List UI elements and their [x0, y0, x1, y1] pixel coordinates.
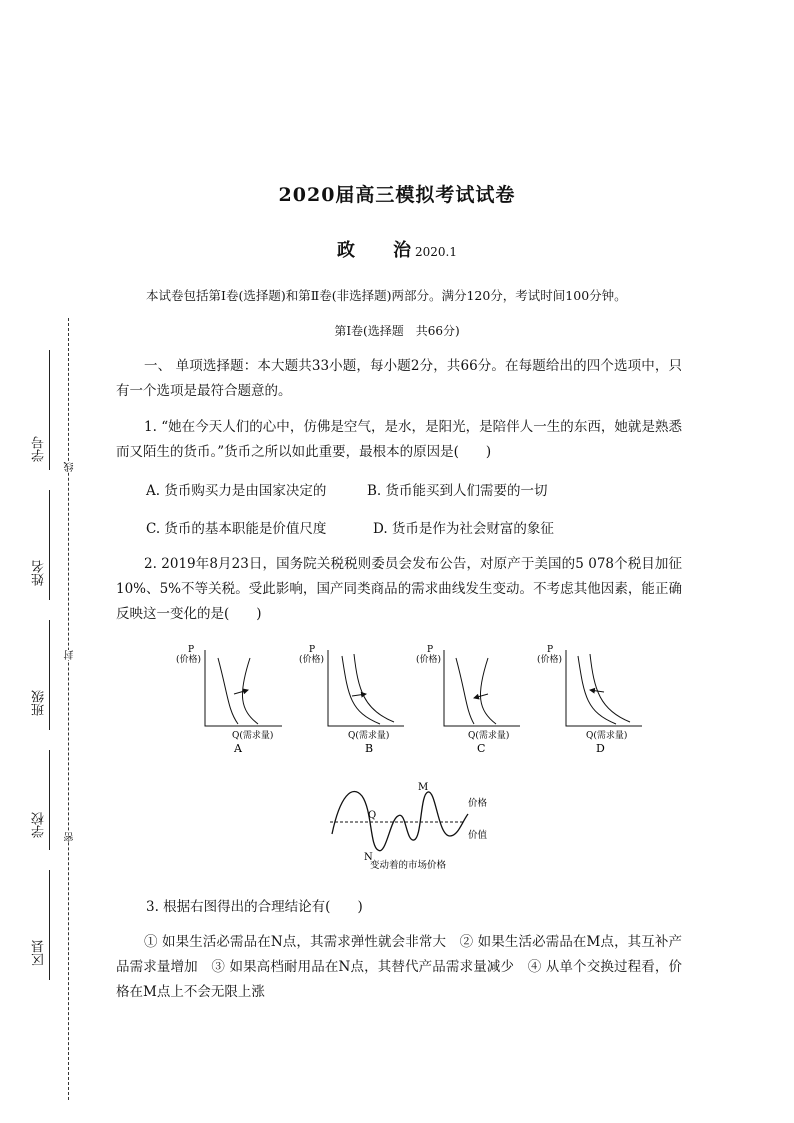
q3-options: ① 如果生活必需品在N点，其需求弹性就会非常大 ② 如果生活必需品在M点，其互补产品需求量增加 ③ 如果高档耐用品在N点，其替代产品需求量减少 ④ 从单个交换过程看，价格在M点上不会无限上涨 — [116, 934, 682, 1000]
graph-c-x-label: Q(需求量) — [468, 731, 510, 741]
name-underline — [49, 490, 50, 600]
seal-secret-char: 密 — [65, 832, 76, 842]
value-label: 价值 — [468, 830, 488, 841]
figure-caption: 变动着的市场价格 — [370, 860, 447, 871]
graph-d-x-label: Q(需求量) — [586, 731, 628, 741]
seal-line-char: 线 — [65, 462, 76, 472]
price-wave — [332, 792, 468, 851]
point-q-label: Q — [368, 810, 377, 821]
price-label: 价格 — [468, 798, 488, 809]
question-3-stem: 3. 根据右图得出的合理结论有( ) — [146, 899, 363, 915]
binding-dashed-line — [68, 318, 69, 1100]
market-price-figure — [328, 776, 498, 874]
point-n-label: N — [364, 852, 373, 863]
graph-a-x-label: Q(需求量) — [232, 731, 274, 741]
graph-d-y-label: (价格) — [537, 655, 563, 665]
q1-option-c: C. 货币的基本职能是价值尺度 — [146, 521, 327, 537]
graph-b-p-label: P — [309, 645, 316, 655]
graph-c-curve-1 — [456, 658, 474, 724]
name-label: 姓名 — [32, 560, 47, 586]
graph-b-x-label: Q(需求量) — [348, 731, 390, 741]
exam-title: 2020届高三模拟考试试卷 — [278, 184, 516, 206]
q1-option-d: D. 货币是作为社会财富的象征 — [373, 521, 554, 537]
exam-date: 2020.1 — [415, 245, 457, 259]
school-label: 学校 — [32, 812, 47, 838]
graph-a-y-label: (价格) — [176, 655, 202, 665]
demand-curve-graphs — [168, 640, 658, 762]
id-underline — [49, 350, 50, 470]
question-1-stem: 1. “她在今天人们的心中，仿佛是空气，是水，是阳光，是陪伴人一生的东西，她就是熟悉而又陌生的货币。”货币之所以如此重要，最根本的原因是( ) — [116, 419, 682, 460]
district-label: 区县 — [32, 940, 47, 966]
exam-intro: 本试卷包括第Ⅰ卷(选择题)和第Ⅱ卷(非选择题)两部分。满分120分，考试时间100分钟。 — [146, 288, 627, 303]
subject-char-1: 政 — [337, 240, 355, 261]
point-m-label: M — [418, 782, 429, 793]
graph-d-letter: D — [596, 742, 605, 755]
graph-c-curve-2 — [480, 658, 496, 724]
district-underline — [49, 870, 50, 980]
question-2-stem: 2. 2019年8月23日，国务院关税税则委员会发布公告，对原产于美国的5 078个税目加征10%、5%不等关税。受此影响，国产同类商品的需求曲线发生变动。不考虑其他因素，能正确反映这一变化的是( ) — [116, 556, 682, 622]
graph-d-p-label: P — [547, 645, 554, 655]
subject-char-2: 治 — [393, 240, 411, 261]
student-id-label: 学号 — [32, 436, 47, 462]
class-underline — [49, 620, 50, 730]
graph-c-y-label: (价格) — [416, 655, 442, 665]
school-underline — [49, 750, 50, 850]
graph-b-y-label: (价格) — [299, 655, 325, 665]
subject-heading — [0, 236, 794, 262]
q1-option-a: A. 货币购买力是由国家决定的 — [146, 483, 327, 499]
section-title: 第Ⅰ卷(选择题 共66分) — [334, 324, 460, 338]
graph-b — [299, 645, 404, 755]
seal-seal-char: 封 — [65, 650, 76, 660]
graph-c — [416, 645, 520, 755]
graph-a-p-label: P — [188, 645, 195, 655]
graph-d — [537, 645, 642, 755]
graph-a-letter: A — [234, 742, 242, 755]
graph-a — [176, 645, 282, 755]
graph-a-curve-1 — [218, 658, 238, 724]
graph-c-letter: C — [477, 742, 486, 755]
graph-b-letter: B — [365, 742, 374, 755]
graph-a-shift-arrow — [234, 690, 248, 694]
q1-option-b: B. 货币能买到人们需要的一切 — [367, 483, 548, 499]
class-label: 班级 — [32, 690, 47, 716]
graph-c-p-label: P — [427, 645, 434, 655]
part-instructions: 一、 单项选择题：本大题共33小题，每小题2分，共66分。在每题给出的四个选项中，只有一个选项是最符合题意的。 — [116, 358, 682, 399]
